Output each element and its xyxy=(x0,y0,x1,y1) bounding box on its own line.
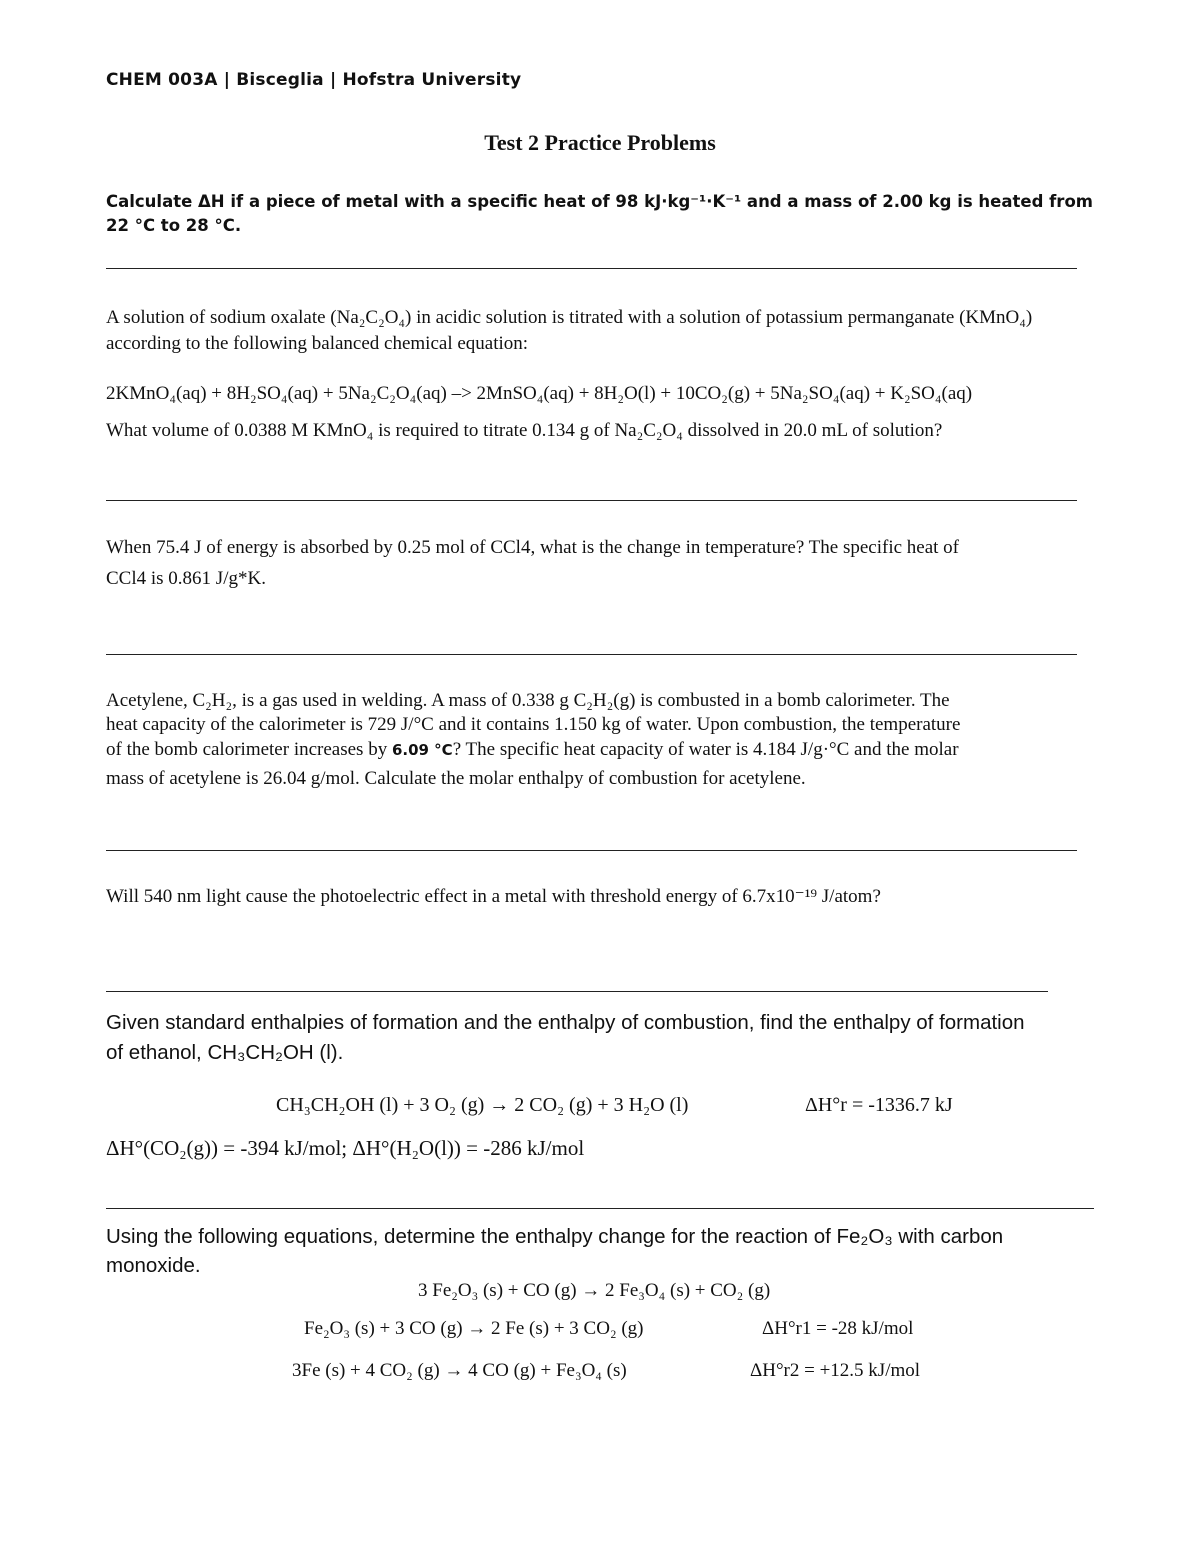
divider xyxy=(106,500,1077,501)
question-4-line-3a: of the bomb calorimeter increases by xyxy=(106,739,388,760)
question-1: Calculate ΔH if a piece of metal with a specific heat of 98 kJ·kg⁻¹·K⁻¹ and a mass of 2.00 kg is heated from 22 °C to 28 °C. xyxy=(106,192,1093,235)
question-7-line-1: Using the following equations, determine the enthalpy change for the reaction of Fe₂O₃ with carbon xyxy=(106,1225,1004,1248)
question-2-intro: A solution of sodium oxalate (Na₂C₂O₄) in acidic solution is titrated with a solution of potassium permanganate (KMnO₄) according to the following balanced chemical equation: xyxy=(106,307,1033,354)
reaction-1-equation: Fe₂O₃ (s) + 3 CO (g) → 2 Fe (s) + 3 CO₂ (g) xyxy=(304,1318,644,1339)
combustion-enthalpy: ΔH°r = -1336.7 kJ xyxy=(805,1094,953,1116)
question-4-line-3c: ? The specific heat capacity of water is 4.184 J/g·°C and the molar xyxy=(452,739,959,760)
course-header: CHEM 003A | Bisceglia | Hofstra University xyxy=(106,70,522,90)
reaction-2-equation: 3Fe (s) + 4 CO₂ (g) → 4 CO (g) + Fe₃O₄ (s) xyxy=(292,1360,627,1381)
target-reaction-equation: 3 Fe₂O₃ (s) + CO (g) → 2 Fe₃O₄ (s) + CO₂ (g) xyxy=(418,1280,771,1301)
divider xyxy=(106,654,1077,655)
question-4-line-4: mass of acetylene is 26.04 g/mol. Calculate the molar enthalpy of combustion for acetylene. xyxy=(106,768,806,789)
ethanol-combustion-equation: CH₃CH₂OH (l) + 3 O₂ (g) → 2 CO₂ (g) + 3 H₂O (l) xyxy=(276,1094,689,1116)
question-4-line-1: Acetylene, C₂H₂, is a gas used in welding. A mass of 0.338 g C₂H₂(g) is combusted in a bomb calorimeter. The xyxy=(106,690,950,711)
divider xyxy=(106,268,1077,269)
question-6-line-1: Given standard enthalpies of formation and the enthalpy of combustion, find the enthalpy of formation xyxy=(106,1011,1025,1034)
temperature-increase: 6.09 °C xyxy=(391,741,453,759)
divider xyxy=(106,1208,1094,1209)
reaction-1-enthalpy: ΔH°r1 = -28 kJ/mol xyxy=(762,1318,914,1339)
question-2-equation: 2KMnO₄(aq) + 8H₂SO₄(aq) + 5Na₂C₂O₄(aq) –> 2MnSO₄(aq) + 8H₂O(l) + 10CO₂(g) + 5Na₂SO₄(aq) + K₂SO₄(aq) xyxy=(106,383,973,404)
question-5: Will 540 nm light cause the photoelectric effect in a metal with threshold energy of 6.7x10⁻¹⁹ J/atom? xyxy=(106,886,881,907)
question-6-line-2: of ethanol, CH₃CH₂OH (l). xyxy=(106,1041,344,1064)
question-3-line-2: CCl4 is 0.861 J/g*K. xyxy=(106,568,266,589)
question-4-line-3 xyxy=(106,737,959,763)
question-2-question: What volume of 0.0388 M KMnO₄ is required to titrate 0.134 g of Na₂C₂O₄ dissolved in 20.0 mL of solution? xyxy=(106,420,943,441)
question-4-line-2: heat capacity of the calorimeter is 729 J/°C and it contains 1.150 kg of water. Upon combustion, the temperature xyxy=(106,714,961,735)
page-title: Test 2 Practice Problems xyxy=(484,130,716,155)
formation-enthalpies-given: ΔH°(CO₂(g)) = -394 kJ/mol; ΔH°(H₂O(l)) = -286 kJ/mol xyxy=(106,1136,585,1160)
question-7-line-2: monoxide. xyxy=(106,1254,201,1277)
reaction-2-enthalpy: ΔH°r2 = +12.5 kJ/mol xyxy=(750,1360,921,1381)
divider xyxy=(106,850,1077,851)
question-3-line-1: When 75.4 J of energy is absorbed by 0.25 mol of CCl4, what is the change in temperature? The specific heat of xyxy=(106,537,960,558)
divider xyxy=(106,991,1048,992)
